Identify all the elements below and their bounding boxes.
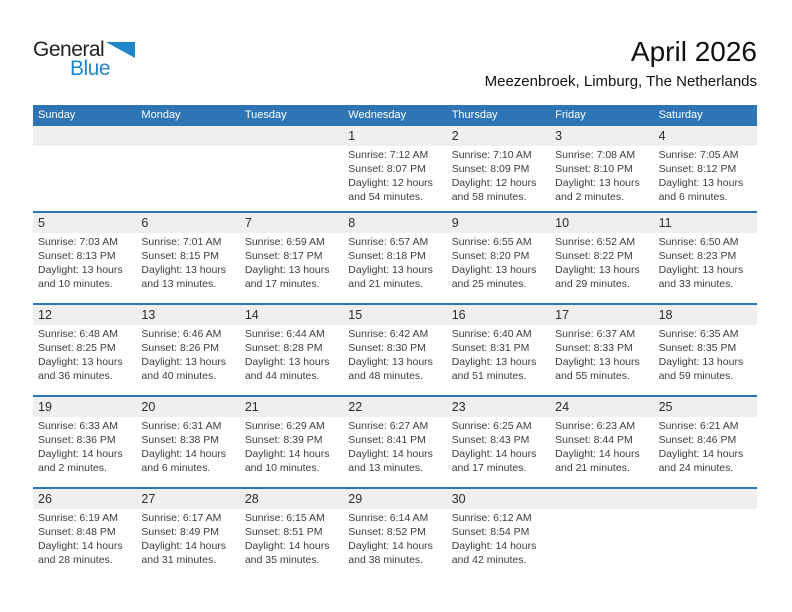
sunrise-text: Sunrise: 7:01 AM [141,236,222,248]
daylight-text: Daylight: 13 hours and 55 minutes. [555,356,640,382]
day-cell [136,397,239,487]
day-number: 6 [136,213,239,233]
daylight-text: Daylight: 13 hours and 13 minutes. [141,264,227,290]
empty-day-cell [550,489,653,579]
daylight-text: Daylight: 14 hours and 38 minutes. [348,540,433,566]
day-number: 9 [447,213,550,233]
day-details [654,233,757,291]
week-row [33,211,757,303]
sunrise-text: Sunrise: 6:31 AM [141,420,222,432]
sunset-text: Sunset: 8:18 PM [348,250,426,262]
day-details [447,146,550,204]
day-cell [654,126,757,211]
day-cell [136,489,239,579]
sunset-text: Sunset: 8:39 PM [244,434,323,446]
day-cell [447,489,550,579]
day-number: 4 [654,126,757,146]
day-cell [550,397,653,487]
sunset-text: Sunset: 8:48 PM [38,526,116,538]
day-number: 18 [654,305,757,325]
day-cell [240,397,343,487]
day-number: 3 [550,126,653,146]
day-details [240,417,343,475]
day-number: 19 [33,397,136,417]
day-details [240,146,343,149]
day-details [447,233,550,291]
sunrise-text: Sunrise: 6:35 AM [658,328,739,340]
sunset-text: Sunset: 8:22 PM [555,250,633,262]
sunset-text: Sunset: 8:10 PM [555,163,633,175]
day-cell [654,397,757,487]
sunset-text: Sunset: 8:28 PM [244,342,323,354]
sunrise-text: Sunrise: 6:42 AM [348,328,429,340]
day-number [136,126,239,146]
day-cell [343,305,446,395]
sunset-text: Sunset: 8:09 PM [451,163,530,175]
sunrise-text: Sunrise: 6:23 AM [555,420,636,432]
day-cell [136,305,239,395]
weekday-header-monday: Monday [141,109,181,121]
sunrise-text: Sunrise: 6:29 AM [244,420,325,432]
sunrise-text: Sunrise: 7:12 AM [348,149,429,161]
day-details [447,325,550,383]
day-number: 2 [447,126,550,146]
day-number: 11 [654,213,757,233]
sunset-text: Sunset: 8:35 PM [658,342,737,354]
day-number: 26 [33,489,136,509]
day-number: 20 [136,397,239,417]
day-details [33,325,136,383]
sunset-text: Sunset: 8:33 PM [555,342,633,354]
daylight-text: Daylight: 14 hours and 2 minutes. [38,448,123,474]
day-details [33,509,136,567]
day-cell [136,213,239,303]
daylight-text: Daylight: 13 hours and 51 minutes. [451,356,537,382]
day-details [550,509,653,512]
day-number: 1 [343,126,446,146]
sunset-text: Sunset: 8:38 PM [141,434,220,446]
sunrise-text: Sunrise: 6:27 AM [348,420,429,432]
day-cell [550,213,653,303]
daylight-text: Daylight: 13 hours and 10 minutes. [38,264,123,290]
sunrise-text: Sunrise: 7:08 AM [555,149,636,161]
day-number: 17 [550,305,653,325]
day-number: 23 [447,397,550,417]
day-details [136,233,239,291]
day-details [550,146,653,204]
weekday-header-friday: Friday [555,109,586,121]
week-row [33,395,757,487]
sunrise-text: Sunrise: 6:46 AM [141,328,222,340]
daylight-text: Daylight: 13 hours and 40 minutes. [141,356,227,382]
daylight-text: Daylight: 13 hours and 29 minutes. [555,264,640,290]
day-details [343,233,446,291]
daylight-text: Daylight: 12 hours and 54 minutes. [348,177,433,203]
sunset-text: Sunset: 8:17 PM [244,250,323,262]
sunset-text: Sunset: 8:23 PM [658,250,737,262]
day-details [654,509,757,512]
sunset-text: Sunset: 8:46 PM [658,434,737,446]
day-number [654,489,757,509]
day-details [136,509,239,567]
day-details [136,417,239,475]
day-details [240,509,343,567]
sunrise-text: Sunrise: 6:57 AM [348,236,429,248]
day-cell [447,213,550,303]
day-number: 22 [343,397,446,417]
sunrise-text: Sunrise: 6:12 AM [451,512,532,524]
sunset-text: Sunset: 8:20 PM [451,250,530,262]
daylight-text: Daylight: 14 hours and 35 minutes. [244,540,330,566]
day-cell [240,213,343,303]
sunrise-text: Sunrise: 6:40 AM [451,328,532,340]
day-cell [240,489,343,579]
sunrise-text: Sunrise: 6:14 AM [348,512,429,524]
day-details [33,146,136,149]
daylight-text: Daylight: 13 hours and 33 minutes. [658,264,744,290]
day-number: 8 [343,213,446,233]
day-cell [33,489,136,579]
day-cell [33,213,136,303]
sunset-text: Sunset: 8:52 PM [348,526,426,538]
weekday-header-row [33,105,757,126]
sunrise-text: Sunrise: 6:52 AM [555,236,636,248]
daylight-text: Daylight: 13 hours and 25 minutes. [451,264,537,290]
day-details [240,233,343,291]
logo-triangle-icon [106,41,135,63]
day-details [550,417,653,475]
weekday-header-saturday: Saturday [658,109,703,121]
sunset-text: Sunset: 8:31 PM [451,342,530,354]
daylight-text: Daylight: 13 hours and 6 minutes. [658,177,744,203]
day-number: 25 [654,397,757,417]
daylight-text: Daylight: 12 hours and 58 minutes. [451,177,537,203]
daylight-text: Daylight: 13 hours and 17 minutes. [244,264,330,290]
sunrise-text: Sunrise: 6:37 AM [555,328,636,340]
empty-day-cell [33,126,136,211]
daylight-text: Daylight: 14 hours and 31 minutes. [141,540,227,566]
empty-day-cell [136,126,239,211]
sunset-text: Sunset: 8:25 PM [38,342,116,354]
logo-text-general: General [33,38,105,61]
sunrise-text: Sunrise: 7:05 AM [658,149,739,161]
day-cell [33,305,136,395]
sunset-text: Sunset: 8:15 PM [141,250,220,262]
daylight-text: Daylight: 14 hours and 6 minutes. [141,448,227,474]
week-row [33,126,757,211]
sunset-text: Sunset: 8:12 PM [658,163,737,175]
day-details [343,509,446,567]
daylight-text: Daylight: 14 hours and 13 minutes. [348,448,433,474]
day-number: 7 [240,213,343,233]
daylight-text: Daylight: 14 hours and 42 minutes. [451,540,537,566]
weekday-header-wednesday: Wednesday [348,109,407,121]
day-number: 5 [33,213,136,233]
day-details [136,325,239,383]
day-number: 10 [550,213,653,233]
day-cell [447,397,550,487]
week-row [33,303,757,395]
daylight-text: Daylight: 13 hours and 44 minutes. [244,356,330,382]
daylight-text: Daylight: 13 hours and 21 minutes. [348,264,433,290]
day-cell [654,305,757,395]
week-row [33,487,757,579]
day-details [343,146,446,204]
sunrise-text: Sunrise: 6:19 AM [38,512,118,524]
daylight-text: Daylight: 13 hours and 48 minutes. [348,356,433,382]
sunrise-text: Sunrise: 6:48 AM [38,328,118,340]
daylight-text: Daylight: 14 hours and 28 minutes. [38,540,123,566]
sunset-text: Sunset: 8:43 PM [451,434,530,446]
day-cell [343,489,446,579]
day-number: 13 [136,305,239,325]
sunset-text: Sunset: 8:13 PM [38,250,116,262]
day-number [33,126,136,146]
day-number: 15 [343,305,446,325]
daylight-text: Daylight: 14 hours and 24 minutes. [658,448,744,474]
day-cell [240,305,343,395]
day-number [240,126,343,146]
daylight-text: Daylight: 13 hours and 59 minutes. [658,356,744,382]
calendar-grid [33,105,757,579]
sunrise-text: Sunrise: 6:25 AM [451,420,532,432]
day-details [654,325,757,383]
sunrise-text: Sunrise: 6:59 AM [244,236,325,248]
day-cell [654,213,757,303]
day-number: 21 [240,397,343,417]
sunset-text: Sunset: 8:30 PM [348,342,426,354]
sunset-text: Sunset: 8:07 PM [348,163,426,175]
day-number [550,489,653,509]
daylight-text: Daylight: 14 hours and 10 minutes. [244,448,330,474]
sunrise-text: Sunrise: 6:15 AM [244,512,325,524]
day-cell [447,126,550,211]
daylight-text: Daylight: 14 hours and 21 minutes. [555,448,640,474]
day-number: 14 [240,305,343,325]
general-blue-logo [33,39,143,79]
sunset-text: Sunset: 8:26 PM [141,342,220,354]
day-details [447,417,550,475]
day-number: 16 [447,305,550,325]
day-cell [343,397,446,487]
page-title: April 2026 [630,36,757,67]
sunrise-text: Sunrise: 6:55 AM [451,236,532,248]
sunrise-text: Sunrise: 7:10 AM [451,149,532,161]
logo-text-blue: Blue [70,57,111,80]
location-subtitle: Meezenbroek, Limburg, The Netherlands [484,73,757,90]
day-details [33,233,136,291]
day-details [240,325,343,383]
weekday-header-tuesday: Tuesday [244,109,287,121]
day-details [136,146,239,149]
day-details [343,325,446,383]
day-cell [343,126,446,211]
day-number: 24 [550,397,653,417]
day-number: 28 [240,489,343,509]
sunrise-text: Sunrise: 7:03 AM [38,236,118,248]
day-cell [447,305,550,395]
sunrise-text: Sunrise: 6:33 AM [38,420,118,432]
day-details [550,233,653,291]
day-cell [343,213,446,303]
sunset-text: Sunset: 8:44 PM [555,434,633,446]
sunset-text: Sunset: 8:51 PM [244,526,323,538]
day-details [447,509,550,567]
weeks-container [33,126,757,579]
day-details [343,417,446,475]
daylight-text: Daylight: 13 hours and 36 minutes. [38,356,123,382]
sunset-text: Sunset: 8:49 PM [141,526,220,538]
sunrise-text: Sunrise: 6:50 AM [658,236,739,248]
daylight-text: Daylight: 13 hours and 2 minutes. [555,177,640,203]
day-number: 30 [447,489,550,509]
day-details [654,146,757,204]
empty-day-cell [240,126,343,211]
sunset-text: Sunset: 8:36 PM [38,434,116,446]
day-number: 27 [136,489,239,509]
sunrise-text: Sunrise: 6:44 AM [244,328,325,340]
day-details [33,417,136,475]
day-cell [33,397,136,487]
day-details [550,325,653,383]
day-details [654,417,757,475]
day-number: 12 [33,305,136,325]
sunrise-text: Sunrise: 6:17 AM [141,512,222,524]
sunset-text: Sunset: 8:54 PM [451,526,530,538]
weekday-header-thursday: Thursday [451,109,498,121]
day-number: 29 [343,489,446,509]
weekday-header-sunday: Sunday [38,109,76,121]
sunrise-text: Sunrise: 6:21 AM [658,420,739,432]
day-cell [550,126,653,211]
day-cell [550,305,653,395]
empty-day-cell [654,489,757,579]
daylight-text: Daylight: 14 hours and 17 minutes. [451,448,537,474]
sunset-text: Sunset: 8:41 PM [348,434,426,446]
